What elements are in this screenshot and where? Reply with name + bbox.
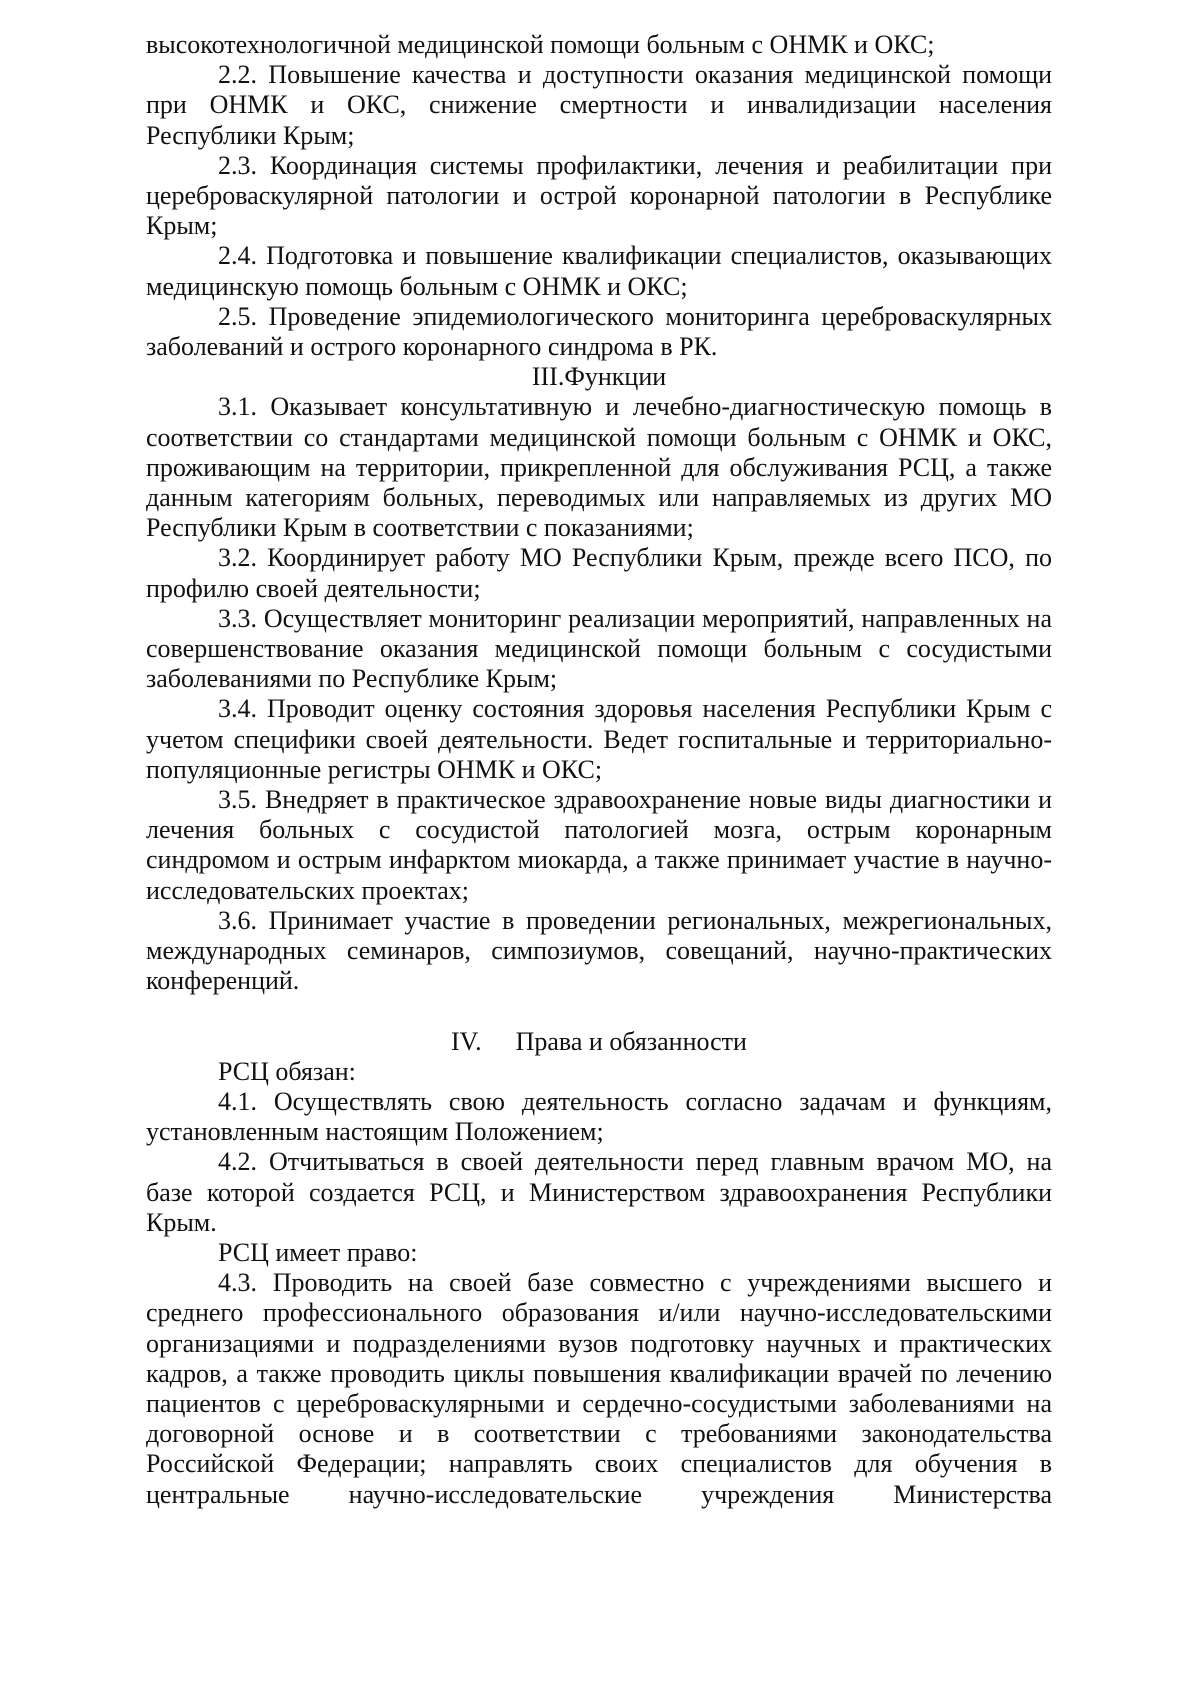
document-page — [146, 30, 1052, 1510]
rights-label: РСЦ имеет право: — [218, 1237, 418, 1267]
paragraph-3-3: 3.3. Осуществляет мониторинг реализации мероприятий, направленных на совершенствование оказания медицинской помощи больным с сосудистыми заболеваниями по Республике Крым; — [146, 603, 1052, 694]
paragraph-2-2: 2.2. Повышение качества и доступности оказания медицинской помощи при ОНМК и ОКС, снижение смертности и инвалидизации населения Республики Крым; — [146, 60, 1052, 150]
paragraph-3-5: 3.5. Внедряет в практическое здравоохранение новые виды диагностики и лечения больных с сосудистой патологией мозга, острым коронарным синдромом и острым инфарктом миокарда, а также принимает участие в научно-исследовательских проектах; — [146, 785, 1052, 905]
section-4-number: IV. — [451, 1026, 482, 1056]
paragraph-2-3: 2.3. Координация системы профилактики, лечения и реабилитации при цереброваскулярной патологии и острой коронарной патологии в Республике Крым; — [146, 150, 1052, 241]
paragraph-continuation: высокотехнологичной медицинской помощи больным с ОНМК и ОКС; — [146, 30, 935, 59]
paragraph-3-1: 3.1. Оказывает консультативную и лечебно-диагностическую помощь в соответствии со стандартами медицинской помощи больным с ОНМК и ОКС, проживающим на территории, прикрепленной для обслуживания РСЦ, а также данным категориям больных, переводимых или направляемых из других МО Республики Крым в соответствии с показаниями; — [146, 392, 1052, 543]
paragraph-4-2: 4.2. Отчитываться в своей деятельности перед главным врачом МО, на базе которой создается РСЦ, и Министерством здравоохранения Республики Крым. — [146, 1147, 1052, 1237]
section-4-heading — [146, 1027, 1052, 1057]
paragraph-3-4: 3.4. Проводит оценку состояния здоровья населения Республики Крым с учетом специфики своей деятельности. Ведет госпитальные и территориально-популяционные регистры ОНМК и ОКС; — [146, 694, 1052, 784]
paragraph-3-6: 3.6. Принимает участие в проведении региональных, межрегиональных, международных семинаров, симпозиумов, совещаний, научно-практических конференций. — [146, 905, 1052, 996]
section-3-heading: III.Функции — [531, 362, 667, 392]
paragraph-2-4: 2.4. Подготовка и повышение квалификации специалистов, оказывающих медицинскую помощь больным с ОНМК и ОКС; — [146, 241, 1052, 301]
section-spacer — [146, 997, 1052, 1027]
paragraph-2-5: 2.5. Проведение эпидемиологического мониторинга цереброваскулярных заболеваний и острого коронарного синдрома в РК. — [146, 301, 1052, 362]
section-4-title: Права и обязанности — [515, 1026, 747, 1056]
paragraph-4-3: 4.3. Проводить на своей базе совместно с учреждениями высшего и среднего профессионального образования и/или научно-исследовательскими организациями и подразделениями вузов подготовку научных и практических кадров, а также проводить циклы повышения квалификации врачей по лечению пациентов с цереброваскулярными и сердечно-сосудистыми заболеваниями на договорной основе и в соответствии с требованиями законодательства Российской Федерации; направлять своих специалистов для обучения в центральные научно-исследовательские учреждения Министерства — [146, 1268, 1052, 1509]
paragraph-3-2: 3.2. Координирует работу МО Республики Крым, прежде всего ПСО, по профилю своей деятельности; — [146, 543, 1052, 603]
paragraph-4-1: 4.1. Осуществлять свою деятельность согласно задачам и функциям, установленным настоящим Положением; — [146, 1086, 1052, 1147]
obliged-label: РСЦ обязан: — [218, 1056, 356, 1086]
